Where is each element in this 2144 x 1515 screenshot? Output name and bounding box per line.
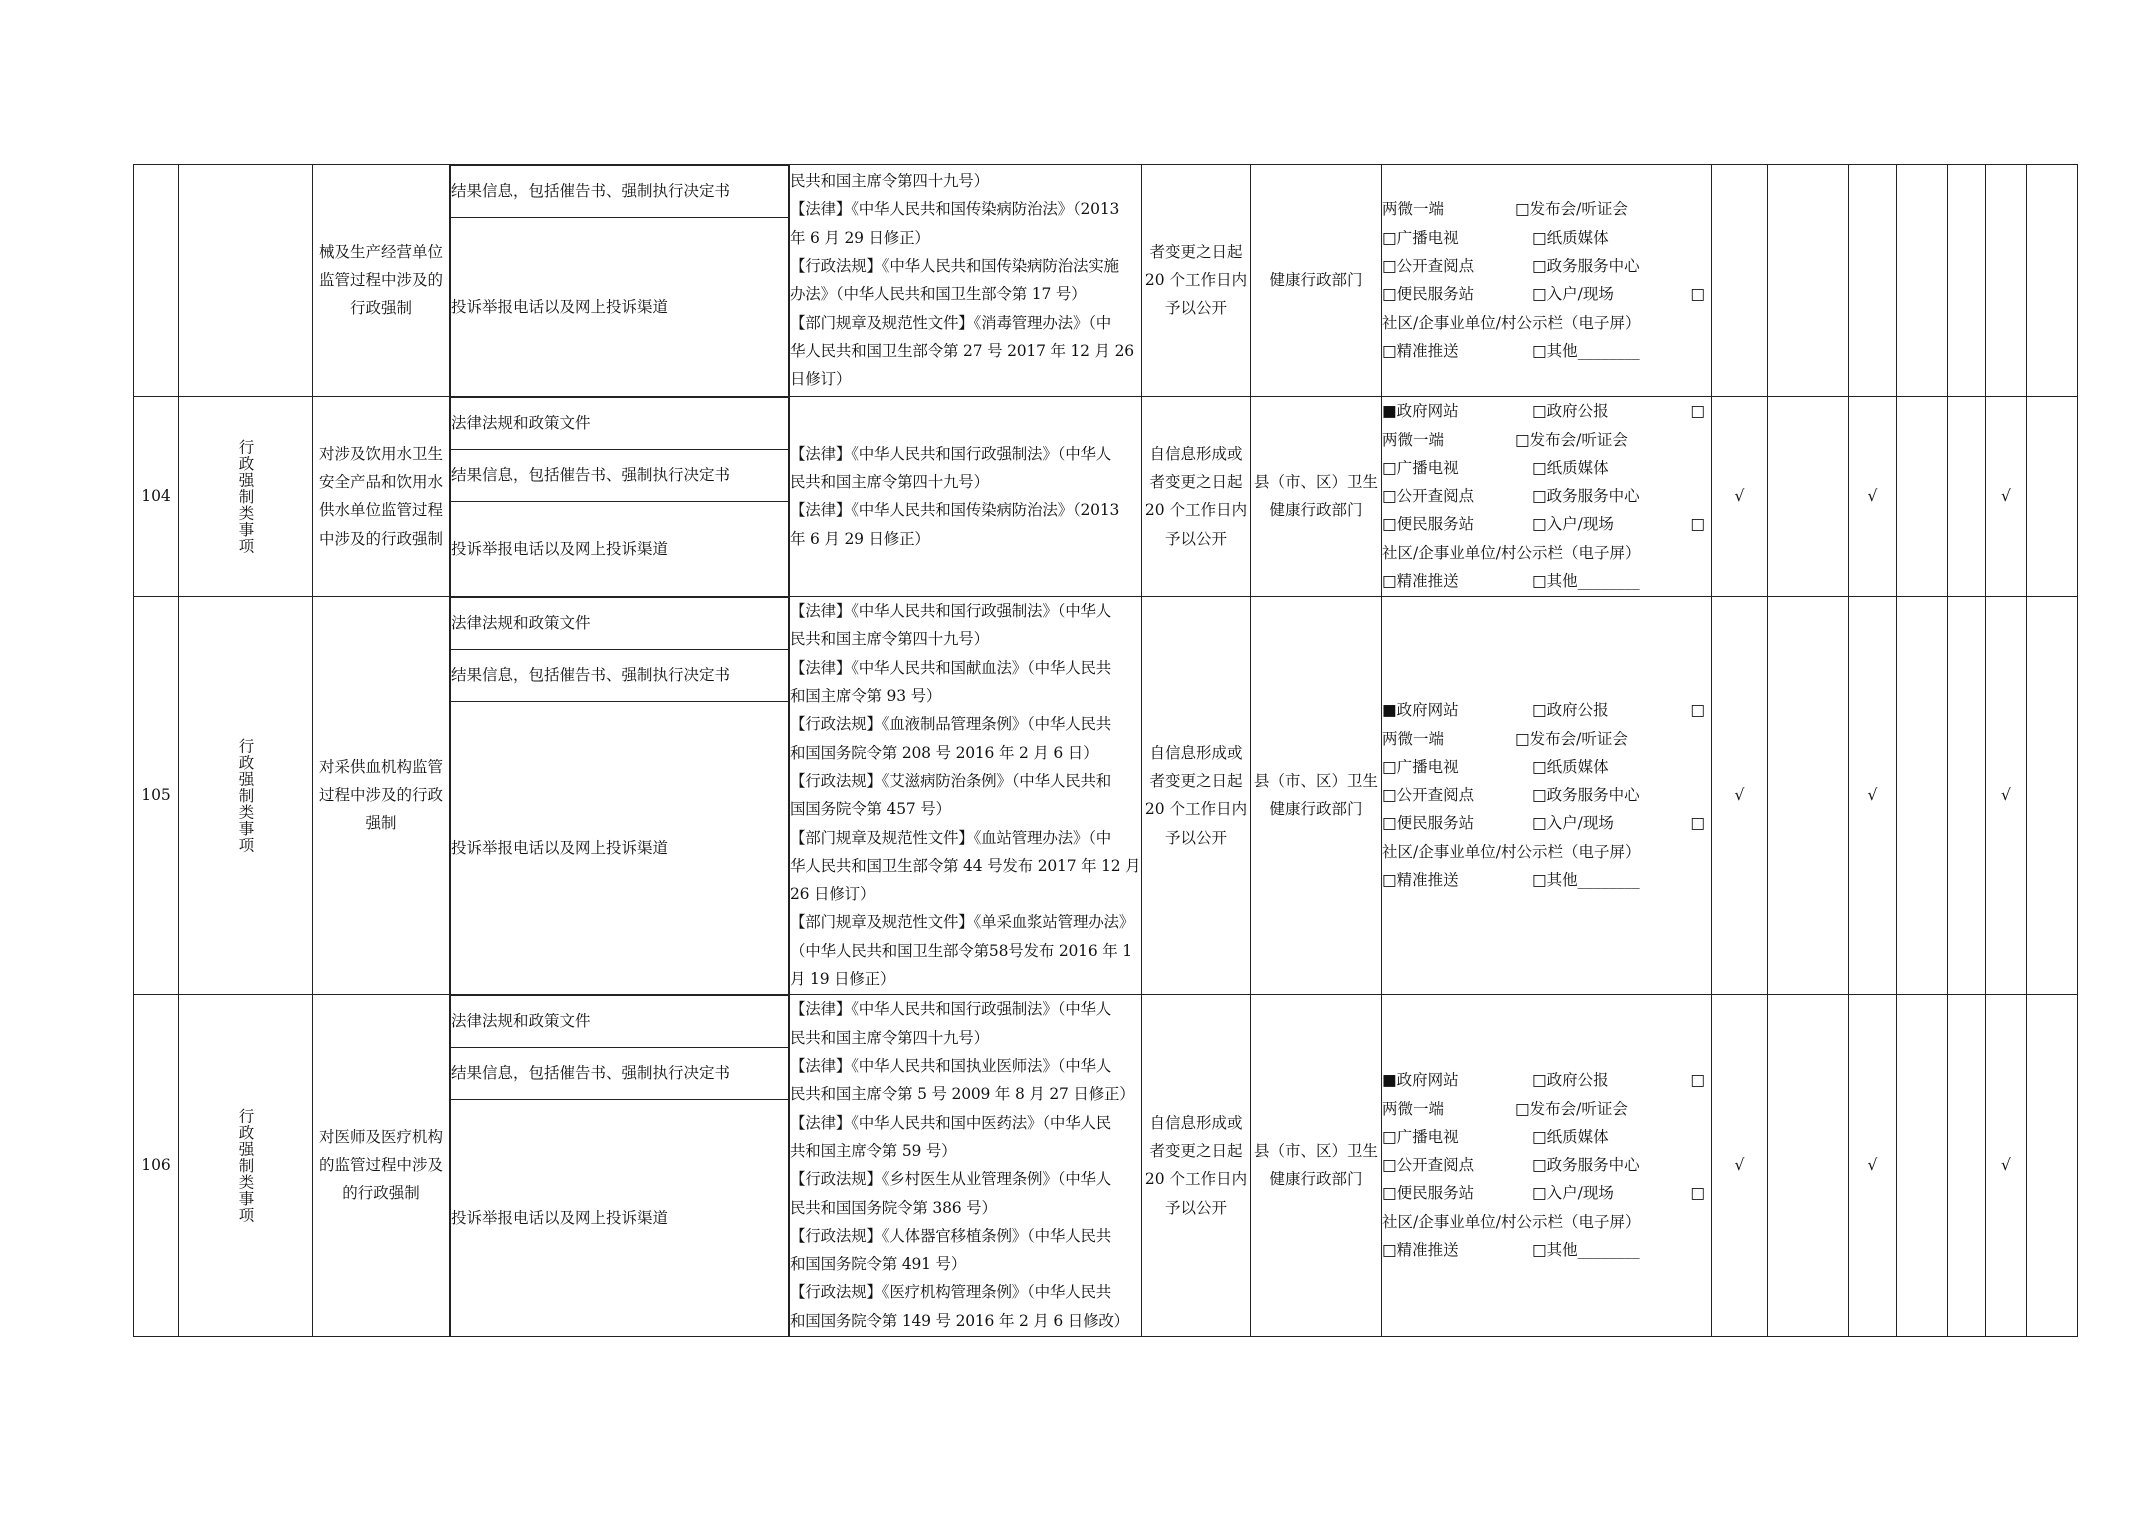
subject-line: 的行政强制 xyxy=(342,1184,420,1203)
legal-basis-line: 办法》（中华人民共和国卫生部令第 17 号） xyxy=(790,285,1087,304)
department-line: 健康行政部门 xyxy=(1269,1170,1363,1189)
checkbox-icon: □ xyxy=(1690,402,1705,421)
legal-basis-line: （中华人民共和国卫生部令第58号发布 2016 年 1 xyxy=(790,941,1132,960)
legal-basis-line: 【法律】《中华人民共和国传染病防治法》（2013 xyxy=(790,501,1120,520)
legal-basis-line: 月 19 日修正） xyxy=(790,970,896,989)
tick-cell xyxy=(1986,396,2027,597)
tick-cell xyxy=(1768,597,1849,995)
disclosure-time-line: 予以公开 xyxy=(1164,299,1227,318)
channel-option: 社区/企事业单位/村公示栏（电子屏） xyxy=(1382,313,1641,332)
channel-option: □广播电视 xyxy=(1382,757,1459,776)
channel-option: □便民服务站 xyxy=(1382,1184,1475,1203)
legal-basis-line: 【行政法规】《血液制品管理条例》（中华人民共 xyxy=(790,715,1112,734)
channel-option: □入户/现场 xyxy=(1532,814,1614,833)
tick-cell xyxy=(1712,396,1768,597)
check-mark-icon: √ xyxy=(1867,487,1878,506)
channel-option: □政务服务中心 xyxy=(1532,487,1640,506)
tick-cell xyxy=(1712,165,1768,397)
department-cell xyxy=(1251,994,1382,1337)
channel-option: □纸质媒体 xyxy=(1532,757,1609,776)
legal-basis-cell xyxy=(790,994,1142,1337)
channel-option: □精准推送 xyxy=(1382,341,1459,360)
content-item: 结果信息，包括催告书、强制执行决定书 xyxy=(451,449,789,501)
channel-option: □政府公报 xyxy=(1532,402,1609,421)
legal-basis-line: 日修订） xyxy=(790,370,852,389)
category-label: 行政强制类事项 xyxy=(236,1107,255,1223)
category-cell xyxy=(179,994,313,1337)
legal-basis-line: 【法律】《中华人民共和国执业医师法》（中华人 xyxy=(790,1057,1112,1076)
disclosure-content-cell xyxy=(450,597,790,995)
channels-cell xyxy=(1382,165,1712,397)
channel-line xyxy=(1382,1236,1711,1264)
checkbox-icon: □ xyxy=(1690,1071,1705,1090)
tick-cell xyxy=(2027,165,2078,397)
tick-cell xyxy=(2027,597,2078,995)
legal-basis-cell xyxy=(790,396,1142,597)
tick-cell xyxy=(1712,597,1768,995)
item-number-cell xyxy=(134,597,179,995)
checkbox-icon: □ xyxy=(1690,515,1705,534)
content-item: 投诉举报电话以及网上投诉渠道 xyxy=(451,702,789,994)
subject-line: 的监管过程中涉及 xyxy=(318,1156,443,1175)
channel-option: □发布会/听证会 xyxy=(1515,430,1628,449)
legal-basis-line: 民共和国国务院令第 386 号） xyxy=(790,1198,997,1217)
channel-line xyxy=(1382,309,1711,337)
channel-option: □政务服务中心 xyxy=(1532,256,1640,275)
content-row xyxy=(451,1099,789,1336)
content-item: 法律法规和政策文件 xyxy=(451,598,789,650)
channel-line xyxy=(1382,482,1711,510)
content-row xyxy=(451,501,789,596)
content-item: 结果信息，包括催告书、强制执行决定书 xyxy=(451,1047,789,1099)
item-number-cell xyxy=(134,396,179,597)
subject-line: 械及生产经营单位 xyxy=(318,242,443,261)
channel-option: □纸质媒体 xyxy=(1532,1127,1609,1146)
channel-option: □发布会/听证会 xyxy=(1515,1099,1628,1118)
subject-line: 安全产品和饮用水 xyxy=(318,472,443,491)
item-number: 104 xyxy=(141,487,171,506)
channels-cell xyxy=(1382,597,1712,995)
channel-line xyxy=(1382,1151,1711,1179)
legal-basis-line: 【行政法规】《人体器官移植条例》（中华人民共 xyxy=(790,1226,1112,1245)
disclosure-content-cell xyxy=(450,994,790,1337)
legal-basis-line: 民共和国主席令第四十九号） xyxy=(790,172,989,191)
channel-option: □纸质媒体 xyxy=(1532,228,1609,247)
channel-line xyxy=(1382,567,1711,595)
legal-basis-line: 华人民共和国卫生部令第 27 号 2017 年 12 月 26 xyxy=(790,341,1134,360)
disclosure-time-line: 者变更之日起 xyxy=(1149,242,1243,261)
tick-cell xyxy=(1897,396,1948,597)
disclosure-time-line: 者变更之日起 xyxy=(1149,771,1243,790)
channel-option: □精准推送 xyxy=(1382,870,1459,889)
channel-option: □公开查阅点 xyxy=(1382,1156,1475,1175)
channel-option: □其他________ xyxy=(1532,341,1640,360)
legal-basis-line: 民共和国主席令第四十九号） xyxy=(790,630,989,649)
table-row xyxy=(134,165,2078,397)
subject-line: 行政强制 xyxy=(349,299,412,318)
legal-basis-line: 26 日修订） xyxy=(790,885,876,904)
tick-cell xyxy=(1849,994,1897,1337)
legal-basis-line: 和国国务院令第 491 号） xyxy=(790,1255,967,1274)
channel-option: □政府公报 xyxy=(1532,701,1609,720)
content-subtable xyxy=(450,995,789,1337)
tick-cell xyxy=(1849,165,1897,397)
disclosure-time-cell xyxy=(1142,396,1251,597)
channel-option: 社区/企事业单位/村公示栏（电子屏） xyxy=(1382,543,1641,562)
content-row xyxy=(451,166,789,218)
channel-option: □广播电视 xyxy=(1382,1127,1459,1146)
channel-line xyxy=(1382,781,1711,809)
disclosure-time-line: 20 个工作日内 xyxy=(1144,800,1248,819)
legal-basis-line: 【行政法规】《医疗机构管理条例》（中华人民共 xyxy=(790,1283,1112,1302)
channel-option: □入户/现场 xyxy=(1532,285,1614,304)
disclosure-time-cell xyxy=(1142,994,1251,1337)
legal-basis-line: 共和国主席令第 59 号） xyxy=(790,1141,957,1160)
disclosure-time-line: 20 个工作日内 xyxy=(1144,501,1248,520)
channel-line xyxy=(1382,696,1711,724)
item-number: 106 xyxy=(141,1156,171,1175)
legal-basis-cell xyxy=(790,165,1142,397)
table-body xyxy=(134,165,2078,1337)
channel-option: 两微一端 xyxy=(1382,200,1445,219)
channel-line xyxy=(1382,539,1711,567)
department-line: 县（市、区）卫生 xyxy=(1253,771,1378,790)
channels-cell xyxy=(1382,994,1712,1337)
channel-option: □精准推送 xyxy=(1382,571,1459,590)
channel-option: 两微一端 xyxy=(1382,1099,1445,1118)
tick-cell xyxy=(1768,396,1849,597)
tick-cell xyxy=(1768,994,1849,1337)
channel-line xyxy=(1382,1208,1711,1236)
subject-line: 中涉及的行政强制 xyxy=(318,529,443,548)
channel-option: ■政府网站 xyxy=(1382,402,1459,421)
disclosure-content-cell xyxy=(450,396,790,597)
check-mark-icon: √ xyxy=(1734,786,1745,805)
legal-basis-cell xyxy=(790,597,1142,995)
content-row xyxy=(451,650,789,702)
channel-line xyxy=(1382,426,1711,454)
department-cell xyxy=(1251,597,1382,995)
content-item: 投诉举报电话以及网上投诉渠道 xyxy=(451,1099,789,1336)
tick-cell xyxy=(1986,597,2027,995)
channel-line xyxy=(1382,809,1711,837)
channel-option: □发布会/听证会 xyxy=(1515,200,1628,219)
channel-line xyxy=(1382,838,1711,866)
channel-option: □精准推送 xyxy=(1382,1240,1459,1259)
subject-line: 过程中涉及的行政 xyxy=(318,786,443,805)
channel-option: □公开查阅点 xyxy=(1382,487,1475,506)
channel-option: ■政府网站 xyxy=(1382,1071,1459,1090)
tick-cell xyxy=(1986,994,2027,1337)
tick-cell xyxy=(2027,396,2078,597)
channel-line xyxy=(1382,753,1711,781)
subject-line: 强制 xyxy=(365,814,397,833)
channel-line xyxy=(1382,337,1711,365)
legal-basis-line: 华人民共和国卫生部令第 44 号发布 2017 年 12 月 xyxy=(790,856,1141,875)
table-row xyxy=(134,396,2078,597)
channel-option: □发布会/听证会 xyxy=(1515,729,1628,748)
subject-line: 供水单位监管过程 xyxy=(318,501,443,520)
legal-basis-line: 和国主席令第 93 号） xyxy=(790,687,942,706)
legal-basis-line: 和国国务院令第 208 号 2016 年 2 月 6 日） xyxy=(790,743,1099,762)
channel-option: 社区/企事业单位/村公示栏（电子屏） xyxy=(1382,842,1641,861)
content-row xyxy=(451,702,789,994)
tick-cell xyxy=(1712,994,1768,1337)
content-row xyxy=(451,218,789,396)
disclosure-time-line: 20 个工作日内 xyxy=(1144,271,1248,290)
check-mark-icon: √ xyxy=(2001,487,2011,506)
category-label: 行政强制类事项 xyxy=(236,438,255,554)
disclosure-time-line: 予以公开 xyxy=(1164,828,1227,847)
checkbox-icon: □ xyxy=(1690,1184,1705,1203)
content-item: 结果信息，包括催告书、强制执行决定书 xyxy=(451,650,789,702)
channel-option: □广播电视 xyxy=(1382,458,1459,477)
tick-cell xyxy=(1897,597,1948,995)
channel-line xyxy=(1382,510,1711,538)
content-item: 法律法规和政策文件 xyxy=(451,397,789,449)
legal-basis-line: 【行政法规】《中华人民共和国传染病防治法实施 xyxy=(790,256,1119,275)
legal-basis-line: 【行政法规】《艾滋病防治条例》（中华人民共和 xyxy=(790,771,1112,790)
channel-option: □便民服务站 xyxy=(1382,285,1475,304)
legal-basis-line: 【法律】《中华人民共和国中医药法》（中华人民 xyxy=(790,1113,1112,1132)
department-line: 健康行政部门 xyxy=(1269,271,1363,290)
item-number: 105 xyxy=(141,786,171,805)
content-item: 结果信息，包括催告书、强制执行决定书 xyxy=(451,166,789,218)
legal-basis-line: 【法律】《中华人民共和国行政强制法》（中华人 xyxy=(790,1000,1112,1019)
item-number-cell xyxy=(134,165,179,397)
category-cell xyxy=(179,165,313,397)
content-row xyxy=(451,598,789,650)
check-mark-icon: √ xyxy=(1734,487,1745,506)
checkbox-icon: □ xyxy=(1690,814,1705,833)
tick-cell xyxy=(1948,597,1986,995)
item-number-cell xyxy=(134,994,179,1337)
channel-line xyxy=(1382,252,1711,280)
channel-option: 社区/企事业单位/村公示栏（电子屏） xyxy=(1382,1212,1641,1231)
legal-basis-line: 年 6 月 29 日修正） xyxy=(790,228,930,247)
tick-cell xyxy=(1849,597,1897,995)
channel-line xyxy=(1382,454,1711,482)
legal-basis-line: 年 6 月 29 日修正） xyxy=(790,529,930,548)
content-item: 投诉举报电话以及网上投诉渠道 xyxy=(451,218,789,396)
department-line: 县（市、区）卫生 xyxy=(1253,472,1378,491)
subject-cell xyxy=(313,597,450,995)
channel-line xyxy=(1382,1095,1711,1123)
legal-basis-line: 【行政法规】《乡村医生从业管理条例》（中华人 xyxy=(790,1170,1112,1189)
department-line: 健康行政部门 xyxy=(1269,501,1363,520)
checkbox-icon: □ xyxy=(1690,701,1705,720)
channel-line xyxy=(1382,866,1711,894)
legal-basis-line: 【法律】《中华人民共和国传染病防治法》（2013 xyxy=(790,200,1120,219)
disclosure-time-line: 自信息形成或 xyxy=(1149,444,1243,463)
subject-line: 对采供血机构监管 xyxy=(318,757,443,776)
channel-line xyxy=(1382,397,1711,425)
tick-cell xyxy=(1986,165,2027,397)
content-row xyxy=(451,1047,789,1099)
channel-line xyxy=(1382,1066,1711,1094)
channel-option: ■政府网站 xyxy=(1382,701,1459,720)
channel-option: □政务服务中心 xyxy=(1532,786,1640,805)
content-row xyxy=(451,449,789,501)
check-mark-icon: √ xyxy=(2001,786,2011,805)
legal-basis-line: 【法律】《中华人民共和国行政强制法》（中华人 xyxy=(790,602,1112,621)
tick-cell xyxy=(1948,396,1986,597)
check-mark-icon: √ xyxy=(1867,786,1878,805)
content-row xyxy=(451,995,789,1047)
check-mark-icon: √ xyxy=(1734,1156,1745,1175)
legal-basis-line: 民共和国主席令第四十九号） xyxy=(790,1028,989,1047)
channel-option: □其他________ xyxy=(1532,571,1640,590)
disclosure-table xyxy=(133,164,2078,1337)
channel-option: □便民服务站 xyxy=(1382,814,1475,833)
subject-cell xyxy=(313,165,450,397)
channel-line xyxy=(1382,224,1711,252)
disclosure-time-line: 予以公开 xyxy=(1164,529,1227,548)
check-mark-icon: √ xyxy=(1867,1156,1878,1175)
channel-option: 两微一端 xyxy=(1382,729,1445,748)
tick-cell xyxy=(2027,994,2078,1337)
department-cell xyxy=(1251,165,1382,397)
disclosure-time-line: 自信息形成或 xyxy=(1149,1113,1243,1132)
channel-line xyxy=(1382,725,1711,753)
legal-basis-line: 【部门规章及规范性文件】《血站管理办法》（中 xyxy=(790,828,1112,847)
legal-basis-line: 和国国务院令第 149 号 2016 年 2 月 6 日修改） xyxy=(790,1311,1129,1330)
subject-line: 监管过程中涉及的 xyxy=(318,271,443,290)
channel-option: □政务服务中心 xyxy=(1532,1156,1640,1175)
tick-cell xyxy=(1948,994,1986,1337)
channel-line xyxy=(1382,1123,1711,1151)
tick-cell xyxy=(1897,165,1948,397)
tick-cell xyxy=(1948,165,1986,397)
subject-line: 对医师及医疗机构 xyxy=(318,1127,443,1146)
disclosure-time-line: 予以公开 xyxy=(1164,1198,1227,1217)
subject-cell xyxy=(313,994,450,1337)
disclosure-time-cell xyxy=(1142,597,1251,995)
channels-cell xyxy=(1382,396,1712,597)
channel-line xyxy=(1382,195,1711,223)
disclosure-time-cell xyxy=(1142,165,1251,397)
content-subtable xyxy=(450,165,789,396)
content-row xyxy=(451,397,789,449)
table-row xyxy=(134,994,2078,1337)
check-mark-icon: √ xyxy=(2001,1156,2011,1175)
disclosure-time-line: 自信息形成或 xyxy=(1149,743,1243,762)
category-cell xyxy=(179,597,313,995)
channel-option: 两微一端 xyxy=(1382,430,1445,449)
channel-option: □广播电视 xyxy=(1382,228,1459,247)
channel-option: □其他________ xyxy=(1532,870,1640,889)
legal-basis-line: 【部门规章及规范性文件】《消毒管理办法》（中 xyxy=(790,313,1112,332)
legal-basis-line: 【法律】《中华人民共和国献血法》（中华人民共 xyxy=(790,658,1112,677)
disclosure-time-line: 者变更之日起 xyxy=(1149,1141,1243,1160)
department-line: 县（市、区）卫生 xyxy=(1253,1141,1378,1160)
checkbox-icon: □ xyxy=(1690,285,1705,304)
subject-cell xyxy=(313,396,450,597)
channel-option: □公开查阅点 xyxy=(1382,256,1475,275)
tick-cell xyxy=(1849,396,1897,597)
channel-option: □公开查阅点 xyxy=(1382,786,1475,805)
channel-line xyxy=(1382,1179,1711,1207)
channel-option: □纸质媒体 xyxy=(1532,458,1609,477)
disclosure-time-line: 者变更之日起 xyxy=(1149,472,1243,491)
category-cell xyxy=(179,396,313,597)
tick-cell xyxy=(1768,165,1849,397)
legal-basis-line: 民共和国主席令第四十九号） xyxy=(790,472,989,491)
content-subtable xyxy=(450,397,789,597)
channel-option: □便民服务站 xyxy=(1382,515,1475,534)
content-item: 投诉举报电话以及网上投诉渠道 xyxy=(451,501,789,596)
channel-option: □入户/现场 xyxy=(1532,1184,1614,1203)
department-line: 健康行政部门 xyxy=(1269,800,1363,819)
subject-line: 对涉及饮用水卫生 xyxy=(318,444,443,463)
tick-cell xyxy=(1897,994,1948,1337)
content-subtable xyxy=(450,597,789,994)
legal-basis-line: 国国务院令第 457 号） xyxy=(790,800,951,819)
table-row xyxy=(134,597,2078,995)
department-cell xyxy=(1251,396,1382,597)
disclosure-content-cell xyxy=(450,165,790,397)
legal-basis-line: 民共和国主席令第 5 号 2009 年 8 月 27 日修正） xyxy=(790,1085,1135,1104)
channel-option: □其他________ xyxy=(1532,1240,1640,1259)
category-label: 行政强制类事项 xyxy=(236,737,255,853)
content-item: 法律法规和政策文件 xyxy=(451,995,789,1047)
legal-basis-line: 【部门规章及规范性文件】《单采血浆站管理办法》 xyxy=(790,913,1135,932)
legal-basis-line: 【法律】《中华人民共和国行政强制法》（中华人 xyxy=(790,444,1112,463)
channel-option: □入户/现场 xyxy=(1532,515,1614,534)
disclosure-time-line: 20 个工作日内 xyxy=(1144,1170,1248,1189)
channel-line xyxy=(1382,280,1711,308)
channel-option: □政府公报 xyxy=(1532,1071,1609,1090)
